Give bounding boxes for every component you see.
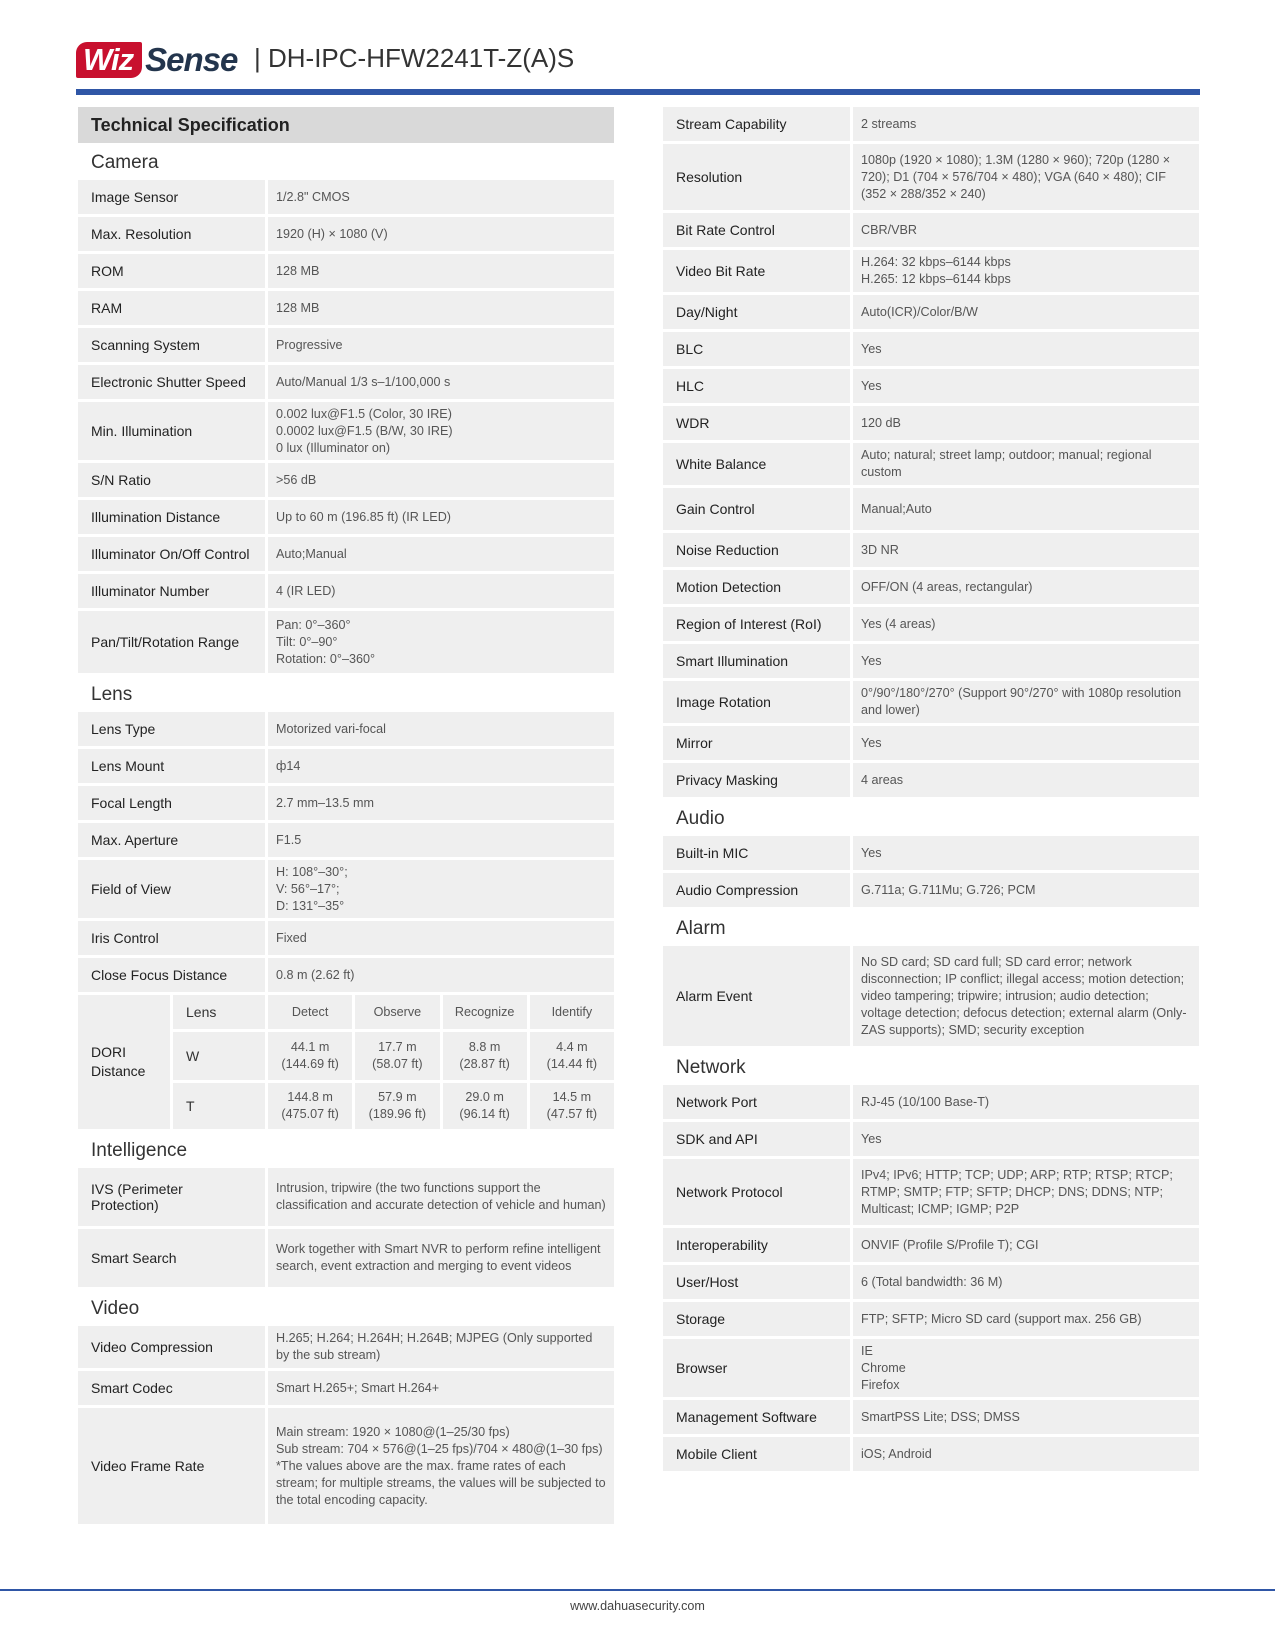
spec-label: Smart Codec	[78, 1371, 265, 1405]
spec-row-privacy-masking	[663, 763, 1199, 797]
footer-divider	[0, 1589, 1275, 1591]
category-lens: Lens	[91, 684, 133, 705]
spec-value: 0.8 m (2.62 ft)	[268, 958, 614, 992]
spec-value: Yes	[853, 369, 1199, 403]
spec-value: Motorized vari-focal	[268, 712, 614, 746]
spec-value: >56 dB	[268, 463, 614, 497]
spec-row-bit-rate-control	[663, 213, 1199, 247]
category-audio: Audio	[676, 808, 725, 829]
spec-row-max-resolution	[78, 217, 614, 251]
spec-row-browser	[663, 1339, 1199, 1397]
spec-row-lens-type	[78, 712, 614, 746]
spec-value: Yes	[853, 1122, 1199, 1156]
spec-value: ф14	[268, 749, 614, 783]
spec-label: Region of Interest (RoI)	[663, 607, 850, 641]
spec-label: IVS (Perimeter Protection)	[78, 1168, 265, 1226]
dori-cell: 44.1 m (144.69 ft)	[268, 1032, 352, 1080]
spec-value: Pan: 0°–360° Tilt: 0°–90° Rotation: 0°–360°	[268, 611, 614, 673]
spec-value: Yes	[853, 836, 1199, 870]
spec-label: Illuminator Number	[78, 574, 265, 608]
spec-value: Auto;Manual	[268, 537, 614, 571]
spec-label: Smart Illumination	[663, 644, 850, 678]
spec-row-white-balance	[663, 443, 1199, 485]
spec-label: SDK and API	[663, 1122, 850, 1156]
dori-cell: 17.7 m (58.07 ft)	[355, 1032, 439, 1080]
spec-row-motion-detection	[663, 570, 1199, 604]
dori-cell: 4.4 m (14.44 ft)	[530, 1032, 614, 1080]
spec-label: Lens Mount	[78, 749, 265, 783]
logo-sense: Sense	[145, 41, 238, 78]
spec-row-video-bit-rate	[663, 250, 1199, 292]
logo-wiz: Wiz	[76, 42, 142, 78]
spec-label: White Balance	[663, 443, 850, 485]
spec-value: H.265; H.264; H.264H; H.264B; MJPEG (Only supported by the sub stream)	[268, 1326, 614, 1368]
spec-label: Resolution	[663, 144, 850, 210]
spec-value: Smart H.265+; Smart H.264+	[268, 1371, 614, 1405]
spec-row-alarm-event	[663, 946, 1199, 1046]
spec-label: Image Rotation	[663, 681, 850, 723]
spec-value: Yes (4 areas)	[853, 607, 1199, 641]
spec-value: Work together with Smart NVR to perform refine intelligent search, event extraction and merging to event videos	[268, 1229, 614, 1287]
spec-label: WDR	[663, 406, 850, 440]
header-divider	[76, 89, 1200, 95]
spec-label: Smart Search	[78, 1229, 265, 1287]
spec-label: Video Bit Rate	[663, 250, 850, 292]
spec-label: Storage	[663, 1302, 850, 1336]
spec-label: Day/Night	[663, 295, 850, 329]
spec-row-network-port	[663, 1085, 1199, 1119]
spec-value: G.711a; G.711Mu; G.726; PCM	[853, 873, 1199, 907]
spec-row-rom	[78, 254, 614, 288]
spec-label: Video Compression	[78, 1326, 265, 1368]
spec-value: 4 (IR LED)	[268, 574, 614, 608]
spec-value: RJ-45 (10/100 Base-T)	[853, 1085, 1199, 1119]
spec-value: 2 streams	[853, 107, 1199, 141]
spec-value: 1920 (H) × 1080 (V)	[268, 217, 614, 251]
spec-row-stream-capability	[663, 107, 1199, 141]
spec-value: Main stream: 1920 × 1080@(1–25/30 fps) Sub stream: 704 × 576@(1–25 fps)/704 × 480@(1–30 fps) *The values above are the max. frame rates of each stream; for multiple streams, the values will be subjected to the total encoding capacity.	[268, 1408, 614, 1524]
spec-label: Browser	[663, 1339, 850, 1397]
spec-label: Built-in MIC	[663, 836, 850, 870]
spec-label: Alarm Event	[663, 946, 850, 1046]
spec-row-video-frame-rate	[78, 1408, 614, 1524]
spec-label: Illumination Distance	[78, 500, 265, 534]
spec-value: H: 108°–30°; V: 56°–17°; D: 131°–35°	[268, 860, 614, 918]
spec-row-mobile-client	[663, 1437, 1199, 1471]
dori-distance-table	[78, 995, 614, 1129]
dori-header-detect: Detect	[268, 995, 352, 1029]
category-intelligence: Intelligence	[91, 1140, 188, 1161]
dori-cell: 144.8 m (475.07 ft)	[268, 1083, 352, 1129]
spec-label: Stream Capability	[663, 107, 850, 141]
spec-label: Interoperability	[663, 1228, 850, 1262]
category-video: Video	[91, 1298, 140, 1319]
dori-header-lens: Lens	[173, 995, 265, 1029]
spec-label: Lens Type	[78, 712, 265, 746]
left-column	[78, 107, 614, 1527]
spec-row-illuminator-number	[78, 574, 614, 608]
dori-header-identify: Identify	[530, 995, 614, 1029]
spec-row-day-night	[663, 295, 1199, 329]
dori-cell: 57.9 m (189.96 ft)	[355, 1083, 439, 1129]
spec-value: H.264: 32 kbps–6144 kbps H.265: 12 kbps–6144 kbps	[853, 250, 1199, 292]
spec-label: Close Focus Distance	[78, 958, 265, 992]
spec-row-smart-illumination	[663, 644, 1199, 678]
spec-row-hlc	[663, 369, 1199, 403]
spec-value: 0°/90°/180°/270° (Support 90°/270° with 1080p resolution and lower)	[853, 681, 1199, 723]
spec-value: 3D NR	[853, 533, 1199, 567]
spec-label: Audio Compression	[663, 873, 850, 907]
spec-value: IE Chrome Firefox	[853, 1339, 1199, 1397]
spec-value: Up to 60 m (196.85 ft) (IR LED)	[268, 500, 614, 534]
spec-label: Electronic Shutter Speed	[78, 365, 265, 399]
spec-value: iOS; Android	[853, 1437, 1199, 1471]
dori-cell: 14.5 m (47.57 ft)	[530, 1083, 614, 1129]
dori-header-observe: Observe	[355, 995, 439, 1029]
spec-value: OFF/ON (4 areas, rectangular)	[853, 570, 1199, 604]
spec-label: BLC	[663, 332, 850, 366]
spec-value: Auto/Manual 1/3 s–1/100,000 s	[268, 365, 614, 399]
spec-value: Yes	[853, 726, 1199, 760]
dori-distance-label: DORI Distance	[78, 995, 170, 1129]
spec-label: Bit Rate Control	[663, 213, 850, 247]
spec-row-scanning-system	[78, 328, 614, 362]
spec-label: RAM	[78, 291, 265, 325]
spec-value: IPv4; IPv6; HTTP; TCP; UDP; ARP; RTP; RTSP; RTCP; RTMP; SMTP; FTP; SFTP; DHCP; DNS; DDNS; NTP; Multicast; ICMP; IGMP; P2P	[853, 1159, 1199, 1225]
category-network: Network	[676, 1057, 746, 1078]
spec-value: 2.7 mm–13.5 mm	[268, 786, 614, 820]
spec-row-video-compression	[78, 1326, 614, 1368]
dori-header-recognize: Recognize	[443, 995, 527, 1029]
spec-value: ONVIF (Profile S/Profile T); CGI	[853, 1228, 1199, 1262]
wizsense-logo	[76, 40, 237, 80]
spec-row-iris-control	[78, 921, 614, 955]
spec-row-smart-search	[78, 1229, 614, 1287]
spec-label: User/Host	[663, 1265, 850, 1299]
spec-row-mirror	[663, 726, 1199, 760]
spec-label: Mirror	[663, 726, 850, 760]
spec-value: 4 areas	[853, 763, 1199, 797]
spec-label: Pan/Tilt/Rotation Range	[78, 611, 265, 673]
spec-row-field-of-view	[78, 860, 614, 918]
dori-cell: 8.8 m (28.87 ft)	[443, 1032, 527, 1080]
spec-label: Scanning System	[78, 328, 265, 362]
spec-value: Fixed	[268, 921, 614, 955]
model-title: | DH-IPC-HFW2241T-Z(A)S	[254, 43, 575, 73]
dori-lens-t: T	[173, 1083, 265, 1129]
spec-row-min-illumination	[78, 402, 614, 460]
spec-label: Management Software	[663, 1400, 850, 1434]
spec-label: Gain Control	[663, 488, 850, 530]
spec-row-blc	[663, 332, 1199, 366]
spec-row-s-n-ratio	[78, 463, 614, 497]
spec-label: Image Sensor	[78, 180, 265, 214]
spec-label: Mobile Client	[663, 1437, 850, 1471]
spec-label: S/N Ratio	[78, 463, 265, 497]
spec-row-electronic-shutter-speed	[78, 365, 614, 399]
spec-value: 0.002 lux@F1.5 (Color, 30 IRE) 0.0002 lux@F1.5 (B/W, 30 IRE) 0 lux (Illuminator on)	[268, 402, 614, 460]
spec-row-audio-compression	[663, 873, 1199, 907]
section-title: Technical Specification	[78, 107, 614, 143]
spec-value: Yes	[853, 644, 1199, 678]
spec-value: 128 MB	[268, 254, 614, 288]
spec-value: Intrusion, tripwire (the two functions support the classification and accurate detection of vehicle and human)	[268, 1168, 614, 1226]
spec-row-ivs-perimeter-protection	[78, 1168, 614, 1226]
spec-row-network-protocol	[663, 1159, 1199, 1225]
spec-value: Progressive	[268, 328, 614, 362]
spec-value: CBR/VBR	[853, 213, 1199, 247]
spec-label: Iris Control	[78, 921, 265, 955]
spec-label: Network Protocol	[663, 1159, 850, 1225]
spec-row-pan-tilt-rotation-range	[78, 611, 614, 673]
spec-row-image-rotation	[663, 681, 1199, 723]
category-camera: Camera	[91, 152, 159, 173]
spec-label: Focal Length	[78, 786, 265, 820]
footer-url: www.dahuasecurity.com	[570, 1599, 705, 1613]
dori-cell: 29.0 m (96.14 ft)	[443, 1083, 527, 1129]
spec-label: Network Port	[663, 1085, 850, 1119]
spec-row-sdk-and-api	[663, 1122, 1199, 1156]
spec-value: Manual;Auto	[853, 488, 1199, 530]
spec-value: Auto(ICR)/Color/B/W	[853, 295, 1199, 329]
spec-row-resolution	[663, 144, 1199, 210]
spec-row-gain-control	[663, 488, 1199, 530]
spec-row-close-focus-distance	[78, 958, 614, 992]
spec-value: 1080p (1920 × 1080); 1.3M (1280 × 960); 720p (1280 × 720); D1 (704 × 576/704 × 480); VGA (640 × 480); CIF (352 × 288/352 × 240)	[853, 144, 1199, 210]
spec-row-illumination-distance	[78, 500, 614, 534]
spec-label: Video Frame Rate	[78, 1408, 265, 1524]
spec-label: Max. Aperture	[78, 823, 265, 857]
dori-lens-w: W	[173, 1032, 265, 1080]
spec-row-region-of-interest-roi	[663, 607, 1199, 641]
spec-row-lens-mount	[78, 749, 614, 783]
spec-row-user-host	[663, 1265, 1199, 1299]
category-alarm: Alarm	[676, 918, 726, 939]
spec-label: Privacy Masking	[663, 763, 850, 797]
spec-label: Max. Resolution	[78, 217, 265, 251]
spec-value: 1/2.8" CMOS	[268, 180, 614, 214]
spec-value: FTP; SFTP; Micro SD card (support max. 256 GB)	[853, 1302, 1199, 1336]
dori-grid	[173, 995, 614, 1129]
spec-value: 128 MB	[268, 291, 614, 325]
spec-row-focal-length	[78, 786, 614, 820]
right-column	[663, 107, 1199, 1474]
spec-value: F1.5	[268, 823, 614, 857]
spec-label: ROM	[78, 254, 265, 288]
spec-value: No SD card; SD card full; SD card error; network disconnection; IP conflict; illegal access; motion detection; video tampering; tripwire; intrusion; audio detection; voltage detection; defocus detection; external alarm (Only- ZAS supports); SMD; security exception	[853, 946, 1199, 1046]
spec-label: Illuminator On/Off Control	[78, 537, 265, 571]
spec-row-built-in-mic	[663, 836, 1199, 870]
spec-row-interoperability	[663, 1228, 1199, 1262]
spec-label: Field of View	[78, 860, 265, 918]
spec-label: Motion Detection	[663, 570, 850, 604]
spec-value: Yes	[853, 332, 1199, 366]
spec-row-storage	[663, 1302, 1199, 1336]
spec-row-ram	[78, 291, 614, 325]
spec-row-max-aperture	[78, 823, 614, 857]
spec-row-image-sensor	[78, 180, 614, 214]
spec-label: Noise Reduction	[663, 533, 850, 567]
spec-value: SmartPSS Lite; DSS; DMSS	[853, 1400, 1199, 1434]
spec-value: 6 (Total bandwidth: 36 M)	[853, 1265, 1199, 1299]
spec-value: 120 dB	[853, 406, 1199, 440]
spec-row-illuminator-on-off-control	[78, 537, 614, 571]
spec-label: Min. Illumination	[78, 402, 265, 460]
page-header	[76, 34, 1200, 84]
spec-row-smart-codec	[78, 1371, 614, 1405]
spec-label: HLC	[663, 369, 850, 403]
spec-row-wdr	[663, 406, 1199, 440]
spec-row-noise-reduction	[663, 533, 1199, 567]
spec-row-management-software	[663, 1400, 1199, 1434]
spec-value: Auto; natural; street lamp; outdoor; manual; regional custom	[853, 443, 1199, 485]
